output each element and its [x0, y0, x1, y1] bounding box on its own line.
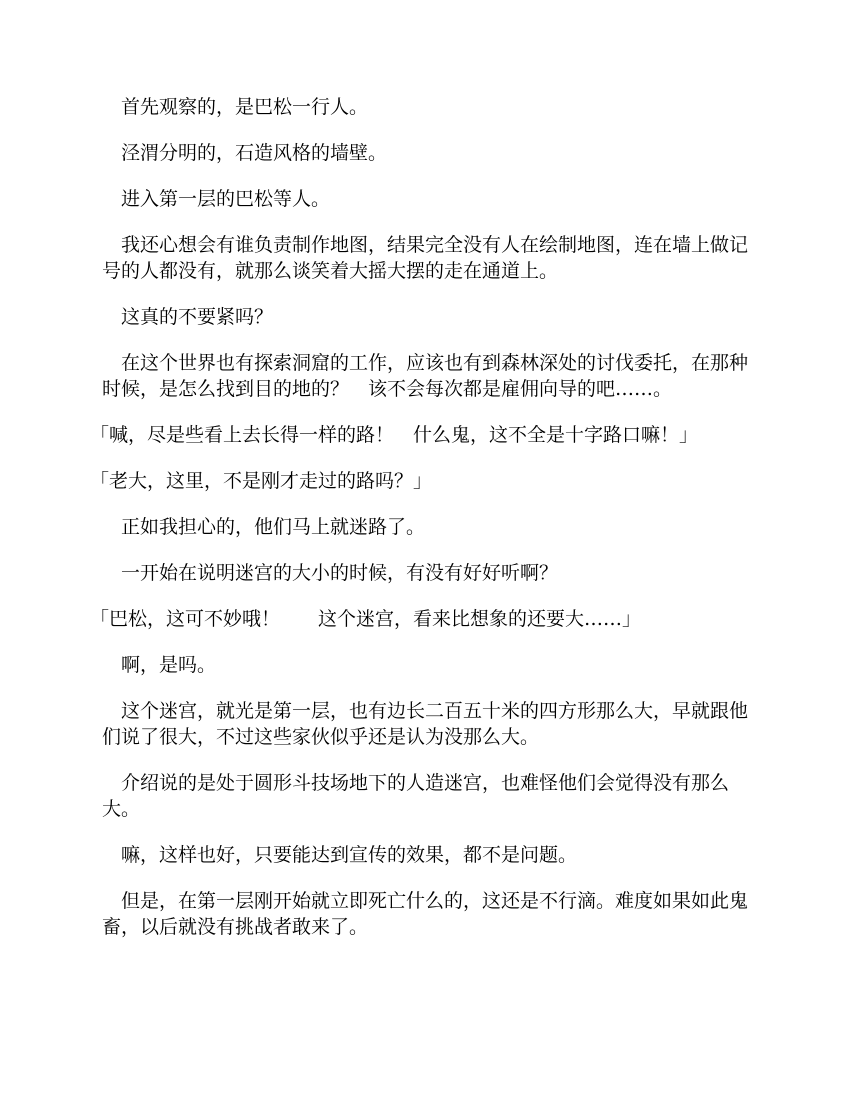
paragraph: 正如我担心的，他们马上就迷路了。 [121, 516, 426, 538]
dialogue-line: 「喊，尽是些看上去长得一样的路！ 什么鬼，这不全是十字路口嘛！」 [90, 424, 699, 446]
body-text [90, 94, 752, 960]
paragraph: 首先观察的，是巴松一行人。 [121, 96, 369, 118]
paragraph: 泾渭分明的，石造风格的墙壁。 [121, 142, 388, 164]
dialogue-line: 「老大，这里，不是刚才走过的路吗？」 [90, 470, 433, 492]
paragraph: 介绍说的是处于圆形斗技场地下的人造迷宫，也难怪他们会觉得没有那么大。 [102, 772, 730, 820]
dialogue-line: 「巴松，这可不妙哦！ 这个迷宫，看来比想象的还要大……」 [90, 608, 642, 630]
paragraph: 但是，在第一层刚开始就立即死亡什么的，这还是不行滴。难度如果如此鬼畜，以后就没有挑战者敢来了。 [102, 890, 749, 938]
paragraph: 嘛，这样也好，只要能达到宣传的效果，都不是问题。 [121, 844, 578, 866]
paragraph: 这个迷宫，就光是第一层，也有边长二百五十米的四方形那么大，早就跟他们说了很大，不过这些家伙似乎还是认为没那么大。 [102, 700, 749, 748]
paragraph: 这真的不要紧吗？ [121, 306, 274, 328]
paragraph: 啊，是吗。 [121, 654, 217, 676]
paragraph: 进入第一层的巴松等人。 [121, 188, 331, 210]
paragraph: 我还心想会有谁负责制作地图，结果完全没有人在绘制地图，连在墙上做记号的人都没有，就那么谈笑着大摇大摆的走在通道上。 [102, 234, 749, 282]
paragraph: 在这个世界也有探索洞窟的工作，应该也有到森林深处的讨伐委托，在那种时候，是怎么找到目的地的？ 该不会每次都是雇佣向导的吧……。 [102, 352, 749, 400]
paragraph: 一开始在说明迷宫的大小的时候，有没有好好听啊？ [121, 562, 559, 584]
